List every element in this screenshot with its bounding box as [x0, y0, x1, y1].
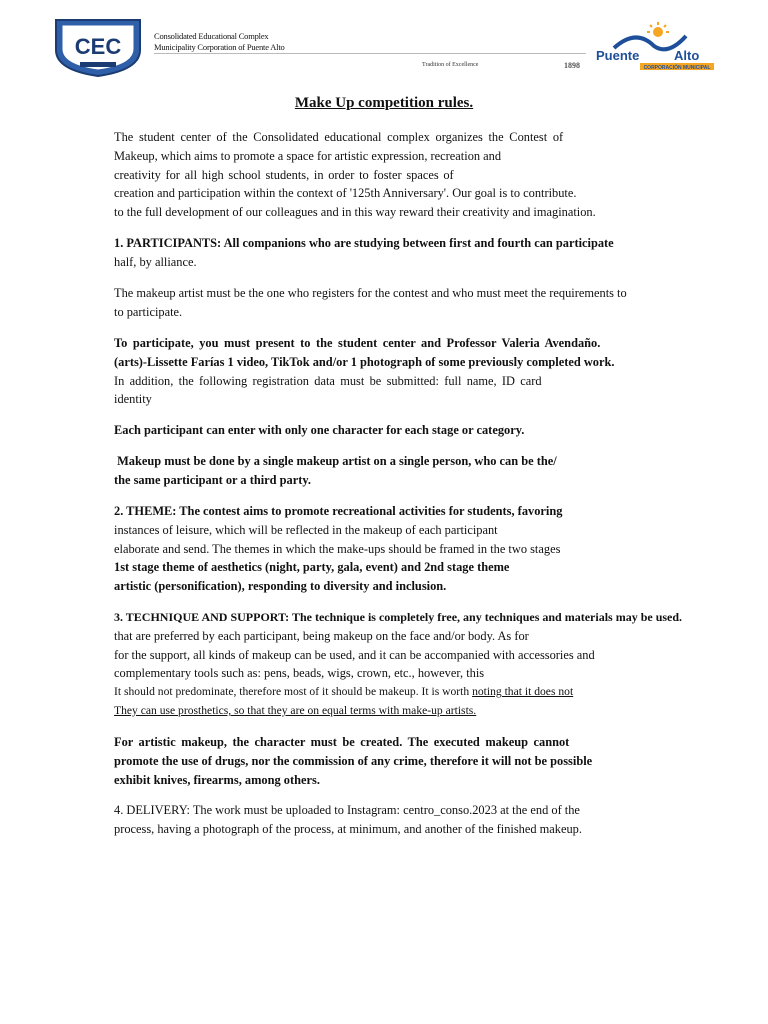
- header-year: 1898: [564, 61, 580, 70]
- makeup-artist-paragraph: [114, 284, 744, 322]
- sun-icon: [647, 22, 669, 37]
- org-name: Consolidated Educational Complex: [154, 31, 269, 41]
- registration-line: identity: [114, 392, 152, 407]
- technique-line-part: It should not predominate, therefore most of it should be makeup. It is worth: [114, 685, 473, 699]
- logo-word-puente: Puente: [596, 48, 640, 63]
- technique-section: [114, 608, 744, 721]
- registration-line-bold: To participate, you must present to the student center and Professor Valeria Avendaño.: [114, 336, 601, 350]
- artistic-line: exhibit knives, firearms, among others.: [114, 772, 320, 787]
- participants-section: [114, 234, 744, 272]
- single-artist-paragraph: [114, 452, 744, 490]
- theme-line-bold: 1st stage theme of aesthetics (night, party, gala, event) and 2nd stage theme: [114, 560, 510, 575]
- technique-line: complementary tools such as: pens, beads, wigs, crown, etc., however, this: [114, 666, 485, 681]
- theme-line: elaborate and send. The themes in which the make-ups should be framed in the two stages: [114, 541, 561, 556]
- document-header: [0, 0, 768, 90]
- header-divider: [154, 53, 586, 54]
- participants-heading: 1. PARTICIPANTS: All companions who are studying between first and fourth can participate: [114, 236, 614, 250]
- one-character-rule: Each participant can enter with only one character for each stage or category.: [114, 423, 525, 437]
- artistic-line: promote the use of drugs, nor the commission of any crime, therefore it will not be possible: [114, 753, 593, 768]
- logo-word-alto: Alto: [674, 48, 700, 63]
- delivery-section: [114, 801, 744, 839]
- puente-alto-logo: [596, 22, 716, 72]
- intro-line: Makeup, which aims to promote a space for artistic expression, recreation and: [114, 148, 502, 163]
- technique-line: [114, 683, 744, 702]
- technique-line: that are preferred by each participant, being makeup on the face and/or body. As for: [114, 628, 529, 643]
- makeup-artist-line: The makeup artist must be the one who registers for the contest and who must meet the requirements to: [114, 286, 627, 300]
- technique-line-underlined: They can use prosthetics, so that they are on equal terms with make-up artists.: [114, 703, 477, 717]
- school-crest-logo: [50, 16, 146, 78]
- artistic-line: For artistic makeup, the character must be created. The executed makeup cannot: [114, 735, 570, 749]
- intro-paragraph: [114, 128, 744, 222]
- document-title: Make Up competition rules.: [294, 95, 474, 111]
- municipality-name: Municipality Corporation of Puente Alto: [154, 42, 285, 52]
- intro-line: creativity for all high school students, in order to foster spaces of: [114, 167, 454, 182]
- logo-subtitle: CORPORACIÓN MUNICIPAL: [643, 65, 711, 71]
- header-motto: Tradition of Excellence: [422, 62, 479, 68]
- artistic-makeup-paragraph: [114, 733, 744, 789]
- delivery-line: 4. DELIVERY: The work must be uploaded to Instagram: centro_conso.2023 at the end of the: [114, 803, 580, 817]
- registration-paragraph: [114, 334, 744, 409]
- technique-line-underlined: noting that it does not: [472, 685, 574, 699]
- crest-letters: CEC: [74, 34, 122, 59]
- single-artist-line: Makeup must be done by a single makeup artist on a single person, who can be the/: [114, 454, 557, 468]
- intro-line: to the full development of our colleagues and in this way reward their creativity and imagination.: [114, 205, 596, 220]
- makeup-artist-line: to participate.: [114, 304, 183, 319]
- delivery-line: process, having a photograph of the process, at minimum, and another of the finished makeup.: [114, 821, 582, 836]
- registration-line: In addition, the following registration data must be submitted: full name, ID card: [114, 373, 542, 388]
- theme-line: instances of leisure, which will be reflected in the makeup of each participant: [114, 522, 498, 537]
- technique-line: for the support, all kinds of makeup can be used, and it can be accompanied with accessories and: [114, 647, 595, 662]
- theme-section: [114, 502, 744, 596]
- single-artist-line: the same participant or a third party.: [114, 472, 311, 487]
- theme-heading: 2. THEME: The contest aims to promote recreational activities for students, favoring: [114, 504, 563, 518]
- theme-line-bold: artistic (personification), responding to diversity and inclusion.: [114, 579, 447, 594]
- header-organization: [154, 31, 285, 53]
- intro-line: creation and participation within the context of '125th Anniversary'. Our goal is to contribute.: [114, 186, 577, 201]
- registration-line-bold: (arts)-Lissette Farías 1 video, TikTok and/or 1 photograph of some previously completed work.: [114, 354, 615, 369]
- technique-heading: 3. TECHNIQUE AND SUPPORT: The technique is completely free, any techniques and materials may be used.: [114, 610, 683, 624]
- participants-line: half, by alliance.: [114, 254, 197, 269]
- intro-line: The student center of the Consolidated educational complex organizes the Contest of: [114, 130, 564, 144]
